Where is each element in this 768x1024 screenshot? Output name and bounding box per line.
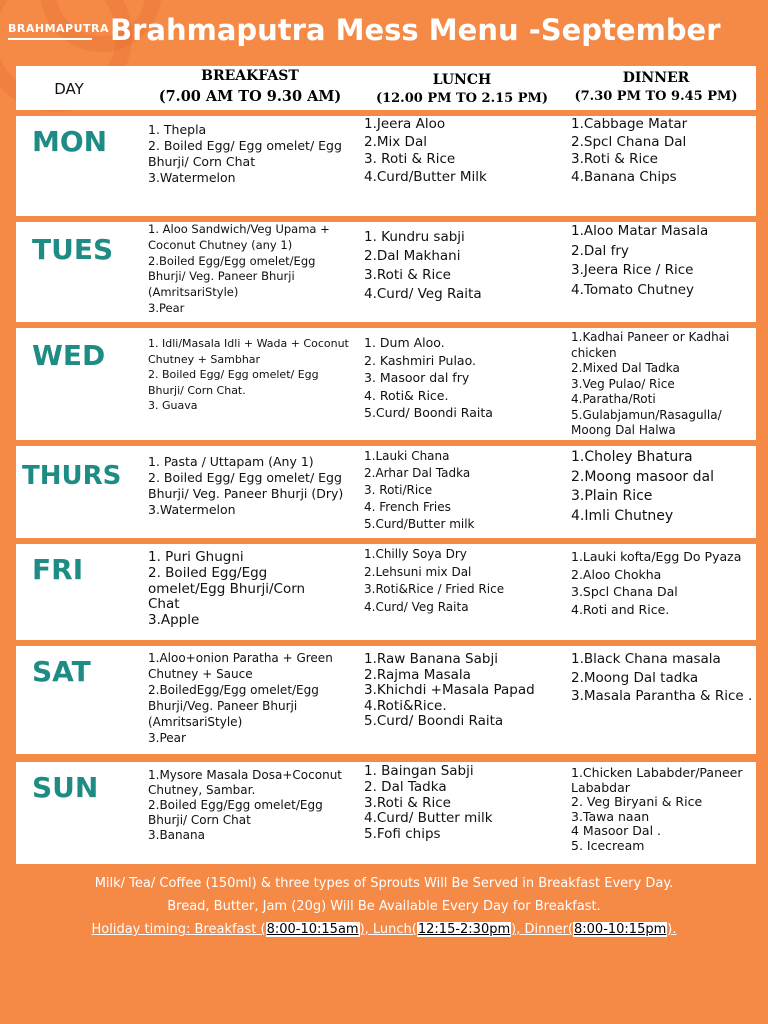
breakfast-item: Bhurji/ Veg. Paneer Bhurji (Dry): [148, 486, 344, 501]
dinner-item: 1.Lauki kofta/Egg Do Pyaza: [571, 549, 742, 564]
breakfast-items: [148, 454, 362, 518]
breakfast-item: 2. Boiled Egg/ Egg omelet/ Egg: [148, 138, 342, 153]
breakfast-items: [148, 650, 362, 746]
dinner-item: 4.Paratha/Roti: [571, 392, 656, 406]
breakfast-items: [148, 222, 362, 317]
dinner-items: [571, 650, 754, 706]
breakfast-item: 2. Boiled Egg/ Egg omelet/ Egg: [148, 368, 319, 381]
lunch-item: 1. Dum Aloo.: [364, 335, 445, 350]
dinner-item: 4.Roti and Rice.: [571, 601, 670, 617]
dinner-items: [571, 116, 754, 186]
holiday-breakfast-time: 8:00-10:15am: [266, 922, 359, 937]
lunch-item: 2. Dal Tadka: [364, 779, 447, 795]
lunch-item: 4. Roti& Rice.: [364, 387, 449, 403]
lunch-item: 4.Roti&Rice.: [364, 698, 447, 714]
lunch-item: 3. Roti/Rice: [364, 483, 433, 497]
dinner-item: 4.Imli Chutney: [571, 507, 674, 524]
lunch-item: 2.Arhar Dal Tadka: [364, 466, 471, 480]
dinner-item: 5.Gulabjamun/Rasagulla/: [571, 407, 722, 422]
dinner-item: 3.Jeera Rice / Rice: [571, 262, 694, 278]
day-label: MON: [32, 125, 108, 158]
footer-line-bread: Bread, Butter, Jam (20g) Will Be Available Every Day for Breakfast.: [167, 899, 601, 914]
dinner-item: chicken: [571, 345, 617, 360]
breakfast-items: [148, 550, 362, 629]
holiday-lunch-time: 12:15-2:30pm: [417, 922, 511, 937]
lunch-item: 2.Rajma Masala: [364, 667, 471, 683]
breakfast-item: (AmritsariStyle): [148, 285, 239, 300]
holiday-dinner-time: 8:00-10:15pm: [574, 922, 667, 937]
lunch-item: 2. Kashmiri Pulao.: [364, 352, 476, 368]
lunch-items: [364, 764, 569, 843]
dinner-item: 1.Choley Bhatura: [571, 449, 693, 465]
holiday-lunch-prefix: ), Lunch(: [359, 922, 417, 937]
menu-row-fri: [16, 544, 756, 640]
dinner-items: [571, 548, 754, 618]
breakfast-item: 1. Puri Ghugni: [148, 550, 244, 565]
breakfast-item: Bhurji/ Veg. Paneer Bhurji: [148, 269, 295, 284]
breakfast-item: 3.Pear: [148, 300, 185, 315]
dinner-item: 2. Veg Biryani & Rice: [571, 795, 703, 809]
breakfast-item: 2. Boiled Egg/Egg: [148, 565, 268, 581]
breakfast-item: 3.Pear: [148, 731, 186, 745]
breakfast-item: 1. Pasta / Uttapam (Any 1): [148, 454, 314, 469]
breakfast-time: (7.00 AM TO 9.30 AM): [158, 88, 342, 105]
lunch-column-header: [362, 72, 562, 108]
dinner-item: 4 Masoor Dal .: [571, 824, 661, 838]
breakfast-item: 1. Aloo Sandwich/Veg Upama +: [148, 222, 330, 236]
lunch-item: 1.Jeera Aloo: [364, 116, 446, 132]
lunch-item: 5.Curd/ Boondi Raita: [364, 714, 504, 729]
dinner-item: 2.Dal fry: [571, 242, 629, 259]
dinner-item: 2.Spcl Chana Dal: [571, 133, 687, 150]
dinner-item: 3.Masala Parantha & Rice .: [571, 688, 753, 704]
breakfast-items: [148, 122, 362, 186]
lunch-item: 3. Roti & Rice: [364, 151, 456, 167]
dinner-item: Lababdar: [571, 780, 630, 795]
dinner-items: [571, 330, 754, 439]
breakfast-item: 3. Guava: [148, 399, 198, 412]
lunch-item: 4.Curd/Butter Milk: [364, 168, 487, 185]
lunch-item: 3.Roti & Rice: [364, 795, 451, 811]
menu-row-tues: [16, 222, 756, 322]
lunch-time: (12.00 PM TO 2.15 PM): [375, 91, 549, 106]
day-label: THURS: [22, 461, 122, 491]
lunch-item: 2.Mix Dal: [364, 133, 427, 150]
menu-row-sat: [16, 646, 756, 754]
footer-line-milk: Milk/ Tea/ Coffee (150ml) & three types of Sprouts Will Be Served in Breakfast Every Day.: [94, 876, 674, 891]
dinner-item: 3.Roti & Rice: [571, 151, 658, 167]
lunch-items: [364, 228, 569, 304]
lunch-items: [364, 448, 569, 533]
breakfast-item: Bhurji/ Corn Chat: [148, 154, 256, 169]
dinner-item: 2.Aloo Chokha: [571, 566, 662, 582]
dinner-item: 3.Plain Rice: [571, 488, 653, 504]
breakfast-item: Bhurji/ Corn Chat.: [148, 383, 246, 397]
dinner-items: [571, 766, 754, 853]
breakfast-item: 3.Watermelon: [148, 502, 236, 517]
holiday-suffix: ).: [667, 922, 677, 937]
day-column-header: DAY: [54, 80, 84, 98]
footer-holiday-timing: [0, 918, 768, 941]
breakfast-item: 1.Aloo+onion Paratha + Green: [148, 651, 333, 665]
dinner-items: [571, 448, 754, 526]
breakfast-item: 3.Watermelon: [148, 170, 236, 185]
lunch-item: 4. French Fries: [364, 500, 451, 514]
dinner-item: 1.Aloo Matar Masala: [571, 223, 709, 239]
breakfast-item: 1. Idli/Masala Idli + Wada + Coconut: [148, 337, 349, 350]
lunch-item: 5.Fofi chips: [364, 827, 441, 843]
breakfast-item: 3.Banana: [148, 828, 205, 842]
lunch-item: 2.Lehsuni mix Dal: [364, 564, 472, 579]
breakfast-item: Coconut Chutney (any 1): [148, 237, 293, 252]
breakfast-item: 3.Apple: [148, 613, 200, 629]
lunch-item: 4.Curd/ Veg Raita: [364, 286, 482, 302]
dinner-item: 2.Moong Dal tadka: [571, 669, 699, 686]
menu-row-wed: [16, 328, 756, 440]
page-title: Brahmaputra Mess Menu -September: [110, 13, 721, 47]
dinner-item: 2.Mixed Dal Tadka: [571, 361, 680, 375]
lunch-item: 3.Roti&Rice / Fried Rice: [364, 582, 505, 596]
breakfast-item: 1.Mysore Masala Dosa+Coconut: [148, 768, 342, 782]
day-label: SUN: [32, 771, 99, 804]
lunch-item: 1. Baingan Sabji: [364, 764, 474, 779]
lunch-items: [364, 334, 569, 422]
breakfast-item: Chutney + Sambhar: [148, 352, 261, 366]
lunch-item: 1.Lauki Chana: [364, 449, 450, 463]
breakfast-item: omelet/Egg Bhurji/Corn: [148, 581, 306, 597]
breakfast-items: [148, 768, 362, 843]
lunch-items: [364, 116, 569, 186]
menu-row-thurs: [16, 446, 756, 538]
breakfast-column-header: [140, 68, 360, 106]
lunch-item: 1.Chilly Soya Dry: [364, 547, 467, 561]
day-label: TUES: [32, 233, 114, 266]
breakfast-item: Bhurji/Veg. Paneer Bhurji: [148, 699, 298, 713]
lunch-item: 1. Kundru sabji: [364, 229, 465, 245]
day-label: WED: [32, 339, 106, 372]
day-label: FRI: [32, 553, 84, 586]
breakfast-item: 1. Thepla: [148, 122, 207, 137]
breakfast-label: BREAKFAST: [201, 68, 299, 84]
dinner-item: 1.Black Chana masala: [571, 651, 721, 667]
dinner-item: 5. Icecream: [571, 838, 645, 853]
lunch-item: 5.Curd/Butter milk: [364, 517, 475, 531]
lunch-label: LUNCH: [432, 72, 492, 88]
dinner-item: 1.Cabbage Matar: [571, 116, 688, 132]
dinner-item: 3.Tawa naan: [571, 809, 650, 824]
lunch-item: 3. Masoor dal fry: [364, 370, 470, 385]
lunch-item: 3.Khichdi +Masala Papad: [364, 683, 535, 698]
breakfast-item: Chat: [148, 597, 180, 613]
breakfast-item: Bhurji/ Corn Chat: [148, 813, 251, 827]
dinner-item: 2.Moong masoor dal: [571, 468, 714, 485]
dinner-items: [571, 222, 754, 300]
holiday-prefix: Holiday timing: Breakfast (: [91, 922, 266, 937]
lunch-items: [364, 652, 569, 730]
dinner-item: 3.Spcl Chana Dal: [571, 584, 678, 599]
breakfast-item: 2.Boiled Egg/Egg omelet/Egg: [148, 798, 323, 812]
dinner-column-header: [562, 70, 750, 106]
dinner-label: DINNER: [622, 70, 690, 86]
breakfast-item: Chutney + Sauce: [148, 667, 253, 681]
holiday-dinner-prefix: ), Dinner(: [511, 922, 573, 937]
dinner-item: 4.Banana Chips: [571, 168, 677, 185]
breakfast-item: 2.Boiled Egg/Egg omelet/Egg: [148, 253, 316, 268]
dinner-item: Moong Dal Halwa: [571, 423, 676, 437]
dinner-item: 1.Kadhai Paneer or Kadhai: [571, 330, 730, 344]
dinner-item: 1.Chicken Lababder/Paneer: [571, 766, 743, 780]
lunch-item: 4.Curd/ Butter milk: [364, 811, 493, 827]
menu-row-sun: [16, 762, 756, 864]
lunch-item: 4.Curd/ Veg Raita: [364, 599, 469, 614]
breakfast-item: Chutney, Sambar.: [148, 783, 256, 797]
brahmaputra-logo: BRAHMAPUTRA: [8, 20, 92, 40]
breakfast-item: (AmritsariStyle): [148, 715, 243, 729]
dinner-item: 3.Veg Pulao/ Rice: [571, 376, 675, 391]
breakfast-item: 2.BoiledEgg/Egg omelet/Egg: [148, 683, 319, 697]
lunch-item: 3.Roti & Rice: [364, 267, 451, 283]
breakfast-item: 2. Boiled Egg/ Egg omelet/ Egg: [148, 470, 342, 485]
lunch-item: 1.Raw Banana Sabji: [364, 652, 498, 667]
footer-notes: [0, 872, 768, 941]
day-label: SAT: [32, 655, 91, 688]
dinner-item: 4.Tomato Chutney: [571, 281, 695, 298]
breakfast-items: [148, 336, 362, 414]
dinner-time: (7.30 PM TO 9.45 PM): [574, 89, 738, 104]
lunch-item: 5.Curd/ Boondi Raita: [364, 405, 493, 420]
lunch-items: [364, 546, 569, 616]
menu-row-mon: [16, 116, 756, 216]
lunch-item: 2.Dal Makhani: [364, 248, 461, 264]
